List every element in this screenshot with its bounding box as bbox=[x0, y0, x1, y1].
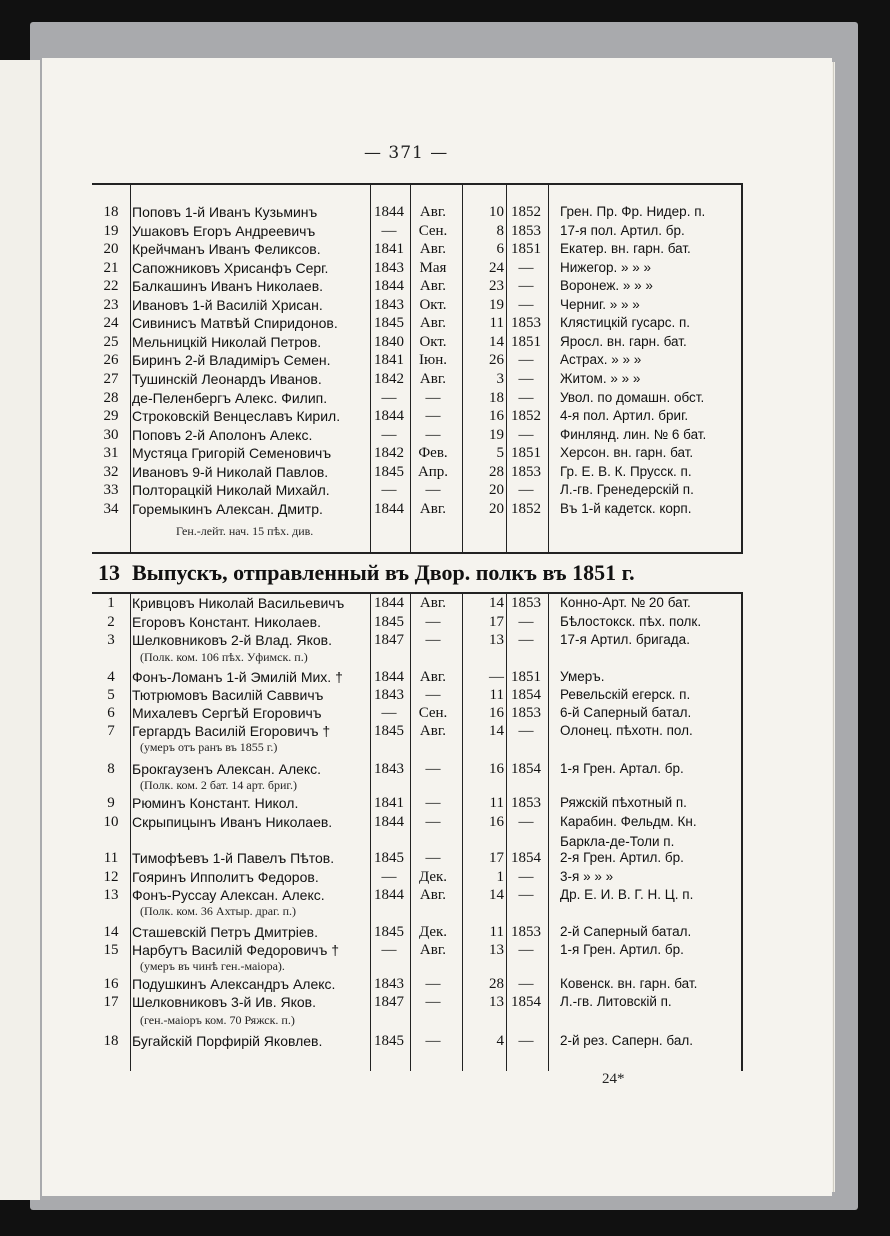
table-row bbox=[92, 704, 743, 722]
person-name: Поповъ 2-й Аполонъ Алекс. bbox=[132, 426, 313, 443]
year-cell: — bbox=[518, 352, 534, 369]
year-cell: 1842 bbox=[374, 445, 404, 462]
year-cell: 1851 bbox=[511, 445, 541, 462]
month-cell: — bbox=[425, 408, 441, 425]
table-row bbox=[92, 500, 743, 518]
year-cell: — bbox=[518, 887, 534, 903]
person-name: Егоровъ Констант. Николаев. bbox=[132, 614, 321, 630]
month-cell: — bbox=[425, 687, 441, 703]
person-name: Шелковниковъ 3-й Ив. Яков. bbox=[132, 994, 317, 1010]
person-name: Сивинисъ Матвѣй Спиридонов. bbox=[132, 315, 338, 332]
day-cell: 26 bbox=[489, 352, 504, 369]
day-cell: 1 bbox=[496, 869, 504, 885]
row-number: 30 bbox=[103, 426, 119, 443]
row-number: 9 bbox=[107, 795, 115, 811]
day-cell: 14 bbox=[489, 887, 504, 903]
person-name: Сапожниковъ Хрисанфъ Серг. bbox=[132, 259, 329, 276]
year-cell: — bbox=[518, 1033, 534, 1049]
year-cell: 1845 bbox=[374, 1033, 404, 1049]
row-note: (Полк. ком. 106 пѣх. Уфимск. п.) bbox=[140, 650, 308, 664]
table-row bbox=[92, 613, 743, 631]
section-number: 13 bbox=[98, 560, 120, 585]
year-cell: — bbox=[518, 614, 534, 630]
year-cell: 1845 bbox=[374, 614, 404, 630]
table-row bbox=[92, 686, 743, 704]
month-cell: Сен. bbox=[418, 705, 448, 721]
year-cell: 1843 bbox=[374, 761, 404, 777]
row-number: 32 bbox=[103, 463, 119, 480]
year-cell: 1845 bbox=[374, 924, 404, 940]
person-name: Строковскій Венцеславъ Кирил. bbox=[132, 408, 341, 425]
assignment-cell: Умеръ. bbox=[560, 669, 605, 684]
row-number: 18 bbox=[103, 204, 119, 220]
year-cell: 1852 bbox=[511, 408, 541, 425]
person-name: Поповъ 1-й Иванъ Кузьминъ bbox=[132, 204, 318, 220]
assignment-cell: Олонец. пѣхотн. пол. bbox=[560, 723, 693, 738]
year-cell: — bbox=[518, 814, 534, 830]
year-cell: 1853 bbox=[511, 315, 541, 332]
table-row bbox=[92, 722, 743, 740]
day-cell: 13 bbox=[489, 994, 504, 1010]
assignment-cell: Яросл. вн. гарн. бат. bbox=[560, 333, 687, 349]
year-cell: 1841 bbox=[374, 352, 404, 369]
table-row bbox=[92, 203, 743, 221]
person-name: Ивановъ 1-й Василій Хрисан. bbox=[132, 296, 323, 313]
assignment-cell: Л.-гв. Гренедерскій п. bbox=[560, 482, 694, 498]
month-cell: Сен. bbox=[418, 222, 448, 239]
person-name: Бугайскій Порфирій Яковлев. bbox=[132, 1033, 323, 1049]
month-cell: Окт. bbox=[419, 333, 447, 350]
assignment-cell: Въ 1-й кадетск. корп. bbox=[560, 500, 692, 516]
table-row bbox=[92, 868, 743, 886]
day-cell: 5 bbox=[496, 445, 504, 462]
assignment-cell: Бѣлостокск. пѣх. полк. bbox=[560, 614, 702, 629]
year-cell: 1843 bbox=[374, 687, 404, 703]
row-note: Ген.-лейт. нач. 15 пѣх. див. bbox=[176, 524, 314, 538]
month-cell: — bbox=[425, 614, 441, 630]
year-cell: 1843 bbox=[374, 296, 404, 313]
day-cell: 14 bbox=[489, 333, 504, 350]
row-number: 13 bbox=[103, 887, 119, 903]
table-row bbox=[92, 351, 743, 369]
assignment-cell: Др. Е. И. В. Г. Н. Ц. п. bbox=[560, 887, 694, 902]
month-cell: — bbox=[425, 1033, 441, 1049]
row-number: 4 bbox=[107, 669, 115, 685]
row-number: 14 bbox=[103, 924, 119, 940]
day-cell: 19 bbox=[489, 426, 504, 443]
day-cell: 13 bbox=[489, 632, 504, 648]
year-cell: — bbox=[518, 389, 534, 406]
row-number: 10 bbox=[103, 814, 119, 830]
year-cell: 1840 bbox=[374, 333, 404, 350]
year-cell: — bbox=[381, 389, 397, 406]
person-name: Полторацкій Николай Михайл. bbox=[132, 482, 330, 499]
day-cell: 8 bbox=[496, 222, 504, 239]
row-number: 5 bbox=[107, 687, 115, 703]
year-cell: — bbox=[381, 482, 397, 499]
month-cell: Авг. bbox=[419, 723, 447, 739]
row-number: 17 bbox=[103, 994, 119, 1010]
assignment-cell: 1-я Грен. Артил. бр. bbox=[560, 942, 684, 957]
day-cell: 18 bbox=[489, 389, 504, 406]
person-name: Ивановъ 9-й Николай Павлов. bbox=[132, 463, 329, 480]
year-cell: 1844 bbox=[374, 595, 404, 611]
day-cell: 11 bbox=[489, 795, 504, 811]
person-name: Гергардъ Василій Егоровичъ † bbox=[132, 723, 331, 739]
year-cell: 1841 bbox=[374, 241, 404, 258]
month-cell: — bbox=[425, 795, 441, 811]
day-cell: 19 bbox=[489, 296, 504, 313]
row-number: 27 bbox=[103, 370, 119, 387]
year-cell: — bbox=[518, 482, 534, 499]
year-cell: — bbox=[518, 942, 534, 958]
row-number: 33 bbox=[103, 482, 119, 499]
assignment-cell: Житом. » » » bbox=[560, 370, 641, 386]
table-row bbox=[92, 259, 743, 277]
table-row bbox=[92, 668, 743, 686]
row-number: 1 bbox=[107, 595, 115, 611]
year-cell: — bbox=[518, 976, 534, 992]
assignment-cell: Конно-Арт. № 20 бат. bbox=[560, 595, 691, 610]
year-cell: 1853 bbox=[511, 222, 541, 239]
year-cell: 1844 bbox=[374, 500, 404, 517]
assignment-cell: 17-я Артил. бригада. bbox=[560, 632, 690, 647]
year-cell: — bbox=[518, 632, 534, 648]
year-cell: 1853 bbox=[511, 795, 541, 811]
table-row bbox=[92, 240, 743, 258]
day-cell: 17 bbox=[489, 614, 504, 630]
row-note: (умеръ въ чинѣ ген.-маіора). bbox=[140, 959, 285, 973]
year-cell: 1851 bbox=[511, 669, 541, 685]
assignment-cell: Грен. Пр. Фр. Нидер. п. bbox=[560, 204, 706, 219]
year-cell: 1844 bbox=[374, 887, 404, 903]
month-cell: — bbox=[425, 976, 441, 992]
assignment-cell: 3-я » » » bbox=[560, 869, 614, 884]
month-cell: — bbox=[425, 761, 441, 777]
year-cell: 1854 bbox=[511, 687, 541, 703]
row-number: 6 bbox=[107, 705, 115, 721]
day-cell: 28 bbox=[489, 976, 504, 992]
table-row bbox=[92, 975, 743, 993]
row-note: (Полк. ком. 36 Ахтыр. драг. п.) bbox=[140, 904, 296, 918]
year-cell: 1844 bbox=[374, 278, 404, 295]
table-row bbox=[92, 1032, 743, 1050]
table-row bbox=[92, 277, 743, 295]
row-number: 28 bbox=[103, 389, 119, 406]
year-cell: 1845 bbox=[374, 463, 404, 480]
year-cell: 1852 bbox=[511, 204, 541, 220]
person-name: Крейчманъ Иванъ Феликсов. bbox=[132, 241, 321, 258]
year-cell: 1851 bbox=[511, 333, 541, 350]
day-cell: 20 bbox=[489, 482, 504, 499]
row-number: 25 bbox=[103, 333, 119, 350]
month-cell: Авг. bbox=[419, 278, 447, 295]
month-cell: — bbox=[425, 632, 441, 648]
month-cell: — bbox=[425, 850, 441, 866]
person-name: Мустяца Григорій Семеновичъ bbox=[132, 445, 332, 462]
year-cell: 1844 bbox=[374, 408, 404, 425]
assignment-cell: Астрах. » » » bbox=[560, 352, 642, 368]
row-number: 29 bbox=[103, 408, 119, 425]
page-number: — 371 — bbox=[364, 143, 449, 163]
table-row bbox=[92, 941, 743, 959]
day-cell: 16 bbox=[489, 761, 504, 777]
year-cell: 1845 bbox=[374, 315, 404, 332]
year-cell: 1852 bbox=[511, 500, 541, 517]
day-cell: 16 bbox=[489, 705, 504, 721]
row-number: 7 bbox=[107, 723, 115, 739]
month-cell: — bbox=[425, 389, 441, 406]
year-cell: 1845 bbox=[374, 850, 404, 866]
month-cell: Авг. bbox=[419, 595, 447, 611]
assignment-cell: Гр. Е. В. К. Прусск. п. bbox=[560, 463, 692, 479]
person-name: Фонъ-Ломанъ 1-й Эмилій Мих. † bbox=[132, 669, 343, 685]
month-cell: — bbox=[425, 814, 441, 830]
row-number: 2 bbox=[107, 614, 115, 630]
row-number: 8 bbox=[107, 761, 115, 777]
assignment-cell: Ряжскій пѣхотный п. bbox=[560, 795, 687, 810]
assignment-cell: Нижегор. » » » bbox=[560, 259, 651, 275]
month-cell: Авг. bbox=[419, 315, 447, 332]
day-cell: 24 bbox=[489, 259, 504, 276]
person-name: Рюминъ Констант. Никол. bbox=[132, 795, 299, 811]
month-cell: Дек. bbox=[418, 869, 448, 885]
year-cell: 1847 bbox=[374, 994, 404, 1010]
year-cell: 1844 bbox=[374, 204, 404, 220]
day-cell: 14 bbox=[489, 723, 504, 739]
row-number: 20 bbox=[103, 241, 119, 258]
assignment-cell: Клястицкій гусарс. п. bbox=[560, 315, 691, 331]
year-cell: 1853 bbox=[511, 705, 541, 721]
day-cell: 10 bbox=[489, 204, 504, 220]
person-name: Мельницкій Николай Петров. bbox=[132, 333, 322, 350]
year-cell: — bbox=[381, 426, 397, 443]
signature-mark: 24* bbox=[602, 1071, 625, 1087]
month-cell: Мая bbox=[419, 259, 447, 276]
year-cell: — bbox=[381, 869, 397, 885]
person-name: Балкашинъ Иванъ Николаев. bbox=[132, 278, 324, 295]
assignment-cell: Карабин. Фельдм. Кн. bbox=[560, 814, 697, 829]
section-heading bbox=[92, 552, 743, 594]
table-top-rule bbox=[92, 183, 743, 185]
person-name: Подушкинъ Александръ Алекс. bbox=[132, 976, 336, 992]
year-cell: — bbox=[381, 942, 397, 958]
table-row bbox=[92, 389, 743, 407]
table-row bbox=[92, 296, 743, 314]
table-row bbox=[92, 594, 743, 612]
assignment-cell: Л.-гв. Литовскій п. bbox=[560, 994, 672, 1009]
year-cell: 1854 bbox=[511, 994, 541, 1010]
person-name: Кривцовъ Николай Васильевичъ bbox=[132, 595, 345, 611]
table-row bbox=[92, 426, 743, 444]
day-cell: 11 bbox=[489, 315, 504, 332]
row-number: 21 bbox=[103, 259, 119, 276]
month-cell: Окт. bbox=[419, 296, 447, 313]
year-cell: 1841 bbox=[374, 795, 404, 811]
year-cell: — bbox=[518, 869, 534, 885]
year-cell: — bbox=[518, 259, 534, 276]
year-cell: — bbox=[518, 723, 534, 739]
table-row bbox=[92, 760, 743, 778]
row-number: 12 bbox=[103, 869, 119, 885]
month-cell: Авг. bbox=[419, 500, 447, 517]
table-row bbox=[92, 370, 743, 388]
person-name: Тимофѣевъ 1-й Павелъ Пѣтов. bbox=[132, 850, 335, 866]
row-number: 34 bbox=[103, 500, 119, 517]
year-cell: — bbox=[518, 426, 534, 443]
row-number: 31 bbox=[103, 445, 119, 462]
register-table bbox=[92, 183, 743, 1073]
day-cell: 17 bbox=[489, 850, 504, 866]
table-row bbox=[92, 407, 743, 425]
year-cell: 1844 bbox=[374, 669, 404, 685]
person-name: Михалевъ Сергѣй Егоровичъ bbox=[132, 705, 322, 721]
day-cell: 28 bbox=[489, 463, 504, 480]
table-row bbox=[92, 222, 743, 240]
year-cell: 1842 bbox=[374, 370, 404, 387]
row-number: 3 bbox=[107, 632, 115, 648]
assignment-cell: Баркла-де-Толи п. bbox=[560, 834, 675, 849]
year-cell: 1845 bbox=[374, 723, 404, 739]
person-name: Гояринъ Ипполитъ Федоров. bbox=[132, 869, 319, 885]
row-note: (умеръ отъ ранъ въ 1855 г.) bbox=[140, 740, 278, 754]
year-cell: 1847 bbox=[374, 632, 404, 648]
year-cell: 1843 bbox=[374, 259, 404, 276]
year-cell: 1854 bbox=[511, 761, 541, 777]
assignment-cell: 2-й рез. Саперн. бал. bbox=[560, 1033, 693, 1048]
month-cell: Авг. bbox=[419, 887, 447, 903]
year-cell: 1851 bbox=[511, 241, 541, 258]
day-cell: 23 bbox=[489, 278, 504, 295]
day-cell: 11 bbox=[489, 924, 504, 940]
facing-page bbox=[0, 60, 40, 1200]
day-cell: 11 bbox=[489, 687, 504, 703]
month-cell: Авг. bbox=[419, 241, 447, 258]
assignment-cell: Ревельскій егерск. п. bbox=[560, 687, 691, 702]
person-name: Ушаковъ Егоръ Андреевичъ bbox=[132, 222, 316, 239]
assignment-cell: Екатер. вн. гарн. бат. bbox=[560, 241, 691, 257]
row-note: (Полк. ком. 2 бат. 14 арт. бриг.) bbox=[140, 778, 297, 792]
table-row bbox=[92, 463, 743, 481]
day-cell: 14 bbox=[489, 595, 504, 611]
month-cell: Іюн. bbox=[419, 352, 447, 369]
person-name: Фонъ-Руссау Алексан. Алекс. bbox=[132, 887, 325, 903]
month-cell: Авг. bbox=[419, 204, 447, 220]
table-row bbox=[92, 886, 743, 904]
assignment-cell: Херсон. вн. гарн. бат. bbox=[560, 445, 694, 461]
month-cell: Апр. bbox=[417, 463, 449, 480]
row-number: 23 bbox=[103, 296, 119, 313]
person-name: Шелковниковъ 2-й Влад. Яков. bbox=[132, 632, 332, 648]
person-name: Сташевскій Петръ Дмитріев. bbox=[132, 924, 318, 940]
row-number: 22 bbox=[103, 278, 119, 295]
row-number: 26 bbox=[103, 352, 119, 369]
section-title: Выпускъ, отправленный въ Двор. полкъ въ 1851 г. bbox=[132, 560, 635, 585]
assignment-cell: 6-й Саперный батал. bbox=[560, 705, 692, 720]
year-cell: 1843 bbox=[374, 976, 404, 992]
day-cell: 3 bbox=[496, 370, 504, 387]
person-name: Горемыкинъ Алексан. Дмитр. bbox=[132, 500, 323, 517]
table-row bbox=[92, 631, 743, 649]
assignment-cell: Ковенск. вн. гарн. бат. bbox=[560, 976, 698, 991]
row-number: 24 bbox=[103, 315, 119, 332]
person-name: де-Пеленбергъ Алекс. Филип. bbox=[132, 389, 328, 406]
person-name: Нарбутъ Василій Федоровичъ † bbox=[132, 942, 340, 958]
year-cell: — bbox=[381, 705, 397, 721]
table-row bbox=[92, 444, 743, 462]
year-cell: 1853 bbox=[511, 463, 541, 480]
year-cell: 1853 bbox=[511, 595, 541, 611]
month-cell: Дек. bbox=[418, 924, 448, 940]
month-cell: Авг. bbox=[419, 942, 447, 958]
table-row bbox=[92, 794, 743, 812]
day-cell: 16 bbox=[489, 814, 504, 830]
year-cell: — bbox=[518, 296, 534, 313]
assignment-cell: 1-я Грен. Артал. бр. bbox=[560, 761, 684, 776]
row-number: 15 bbox=[103, 942, 119, 958]
person-name: Брокгаузенъ Алексан. Алекс. bbox=[132, 761, 322, 777]
person-name: Тютрюмовъ Василій Саввичъ bbox=[132, 687, 324, 703]
table-row bbox=[92, 849, 743, 867]
row-number: 18 bbox=[103, 1033, 119, 1049]
assignment-cell: Финлянд. лин. № 6 бат. bbox=[560, 426, 707, 442]
year-cell: 1854 bbox=[511, 850, 541, 866]
assignment-cell: Воронеж. » » » bbox=[560, 278, 653, 294]
month-cell: Авг. bbox=[419, 370, 447, 387]
assignment-cell: 2-я Грен. Артил. бр. bbox=[560, 850, 684, 865]
day-cell: — bbox=[489, 669, 504, 685]
month-cell: — bbox=[425, 426, 441, 443]
table-row bbox=[92, 481, 743, 499]
table-row bbox=[92, 993, 743, 1011]
year-cell: 1844 bbox=[374, 814, 404, 830]
row-number: 16 bbox=[103, 976, 119, 992]
person-name: Биринъ 2-й Владиміръ Семен. bbox=[132, 352, 331, 369]
day-cell: 13 bbox=[489, 942, 504, 958]
assignment-cell: Черниг. » » » bbox=[560, 296, 640, 312]
assignment-cell: 17-я пол. Артил. бр. bbox=[560, 222, 685, 238]
assignment-cell: 2-й Саперный батал. bbox=[560, 924, 692, 939]
table-row bbox=[92, 333, 743, 351]
year-cell: 1853 bbox=[511, 924, 541, 940]
day-cell: 6 bbox=[496, 241, 504, 258]
person-name: Скрыпицынъ Иванъ Николаев. bbox=[132, 814, 333, 830]
row-number: 11 bbox=[103, 850, 119, 866]
year-cell: — bbox=[381, 222, 397, 239]
day-cell: 20 bbox=[489, 500, 504, 517]
day-cell: 4 bbox=[496, 1033, 504, 1049]
table-row bbox=[92, 923, 743, 941]
row-number: 19 bbox=[103, 222, 119, 239]
year-cell: — bbox=[518, 370, 534, 387]
year-cell: — bbox=[518, 278, 534, 295]
table-row bbox=[92, 314, 743, 332]
month-cell: — bbox=[425, 994, 441, 1010]
row-note: (ген.-маіоръ ком. 70 Ряжск. п.) bbox=[140, 1013, 295, 1027]
month-cell: Авг. bbox=[419, 669, 447, 685]
assignment-cell: Увол. по домашн. обст. bbox=[560, 389, 705, 405]
person-name: Тушинскій Леонардъ Иванов. bbox=[132, 370, 322, 387]
table-row bbox=[92, 813, 743, 831]
day-cell: 16 bbox=[489, 408, 504, 425]
month-cell: Фев. bbox=[418, 445, 448, 462]
assignment-cell: 4-я пол. Артил. бриг. bbox=[560, 408, 689, 424]
month-cell: — bbox=[425, 482, 441, 499]
